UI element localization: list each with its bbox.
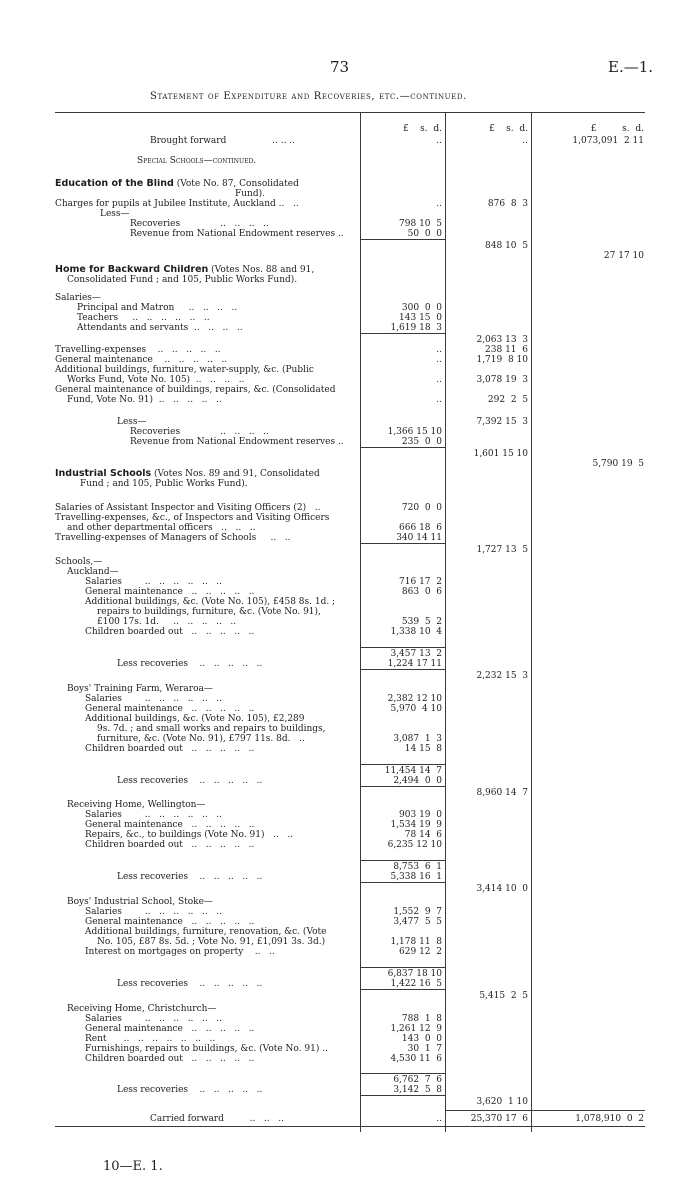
amount-c1: .. xyxy=(436,199,442,209)
amount-c1: 340 14 11 xyxy=(396,533,442,543)
amount-c1: 300 0 0 xyxy=(401,303,442,313)
amount-c1: .. xyxy=(436,345,442,355)
amount-c2: 848 10 5 xyxy=(485,241,528,251)
amount-c1: .. xyxy=(436,136,442,146)
amount-c3: 5,790 19 5 xyxy=(592,459,644,469)
section-heading: Home for Backward Children xyxy=(55,265,209,275)
currency-header-1: £ s. d. xyxy=(403,124,442,134)
row-label-56: Receiving Home, Wellington— xyxy=(67,800,206,810)
amount-c1: 1,619 18 3 xyxy=(390,323,442,333)
amount-c1: 14 15 8 xyxy=(404,744,442,754)
section-heading: Industrial Schools xyxy=(55,469,152,479)
row-label-0: Brought forward .. .. .. xyxy=(150,136,296,146)
row-label-36: Auckland— xyxy=(67,567,119,577)
currency-header-2: £ s. d. xyxy=(489,124,528,134)
amount-c1: 666 18 6 xyxy=(399,523,442,533)
subtotal-rule xyxy=(360,764,446,765)
row-label-64: Boys' Industrial School, Stoke— xyxy=(67,897,213,907)
row-label-14: Teachers .. .. .. .. .. .. xyxy=(77,313,210,323)
row-label-77: Furnishings, repairs to buildings, &c. (Vote No. 91) .. xyxy=(85,1044,328,1054)
amount-c3: 1,073,091 2 11 xyxy=(572,136,644,146)
row-label-32: and other departmental officers .. .. .. xyxy=(67,523,256,533)
amount-c1: .. xyxy=(436,355,442,365)
row-label-46: Boys' Training Farm, Weraroa— xyxy=(67,684,213,694)
amount-c1: 143 0 0 xyxy=(401,1034,442,1044)
amount-c1: 903 19 0 xyxy=(399,810,442,820)
column-rule-2 xyxy=(445,112,446,1132)
row-label-73: Receiving Home, Christchurch— xyxy=(67,1004,217,1014)
amount-c2: 2,063 13 3 xyxy=(476,335,528,345)
currency-header-3: £ s. d. xyxy=(590,124,644,134)
row-label-66: General maintenance .. .. .. .. .. xyxy=(85,917,255,927)
amount-c1: .. xyxy=(436,375,442,385)
section-heading: Education of the Blind xyxy=(55,179,174,189)
column-rule-1 xyxy=(360,112,361,1132)
row-label-65: Salaries .. .. .. .. .. .. xyxy=(85,907,223,917)
row-label-69: Interest on mortgages on property .. .. xyxy=(85,947,275,957)
amount-c1: 143 15 0 xyxy=(399,313,442,323)
amount-c2: 1,727 13 5 xyxy=(476,545,528,555)
subtotal-rule xyxy=(360,333,446,334)
row-label-39: Additional buildings, &c. (Vote No. 105), £458 8s. 1d. ; xyxy=(85,597,336,607)
row-label-18: General maintenance .. .. .. .. .. xyxy=(55,355,228,365)
amount-c1: 235 0 0 xyxy=(401,437,442,447)
amount-c1: 3,087 1 3 xyxy=(393,734,442,744)
row-label-23: Less— xyxy=(117,417,147,427)
footer-signature: 10—E. 1. xyxy=(103,1159,163,1174)
row-label-44: Less recoveries .. .. .. .. .. xyxy=(117,659,263,669)
amount-c1: 3,477 5 5 xyxy=(393,917,442,927)
row-label-29: Fund ; and 105, Public Works Fund). xyxy=(80,479,248,489)
subtotal-rule xyxy=(360,669,446,670)
amount-c1: 8,753 6 1 xyxy=(393,862,442,872)
amount-c1: 78 14 6 xyxy=(404,830,442,840)
row-label-67: Additional buildings, furniture, renovation, &c. (Vote xyxy=(85,927,327,937)
row-label-4: Charges for pupils at Jubilee Institute, Auckland .. .. xyxy=(55,199,299,209)
amount-c1: 1,261 12 9 xyxy=(390,1024,442,1034)
amount-c1: 11,454 14 7 xyxy=(384,766,442,776)
row-label-38: General maintenance .. .. .. .. .. xyxy=(85,587,255,597)
amount-c1: 2,494 0 0 xyxy=(393,776,442,786)
amount-c2: 3,414 10 0 xyxy=(476,884,528,894)
row-label-3: Fund). xyxy=(235,189,265,199)
amount-c1: 2,382 12 10 xyxy=(387,694,442,704)
row-label-54: Less recoveries .. .. .. .. .. xyxy=(117,776,263,786)
row-label-21: General maintenance of buildings, repairs, &c. (Consolidated xyxy=(55,385,336,395)
amount-c1: .. xyxy=(436,1114,442,1124)
amount-c1: 716 17 2 xyxy=(399,577,442,587)
section-heading-vote: (Votes Nos. 88 and 91, xyxy=(208,265,315,275)
carried-forward-rule xyxy=(445,1110,645,1111)
amount-c1: 5,338 16 1 xyxy=(390,872,442,882)
amount-c1: 1,338 10 4 xyxy=(390,627,442,637)
section-heading-vote: (Votes Nos. 89 and 91, Consolidated xyxy=(151,469,320,479)
row-label-10 xyxy=(55,265,314,275)
row-label-20: Works Fund, Vote No. 105) .. .. .. .. xyxy=(67,375,245,385)
amount-c2: 5,415 2 5 xyxy=(479,991,528,1001)
amount-c3: 1,078,910 0 2 xyxy=(575,1114,644,1124)
row-label-17: Travelling-expenses .. .. .. .. .. xyxy=(55,345,221,355)
subtotal-rule xyxy=(360,989,446,990)
amount-c1: 1,534 19 9 xyxy=(390,820,442,830)
row-label-74: Salaries .. .. .. .. .. .. xyxy=(85,1014,223,1024)
subtotal-rule xyxy=(360,1073,446,1074)
row-label-80: Less recoveries .. .. .. .. .. xyxy=(117,1085,263,1095)
subtotal-rule xyxy=(360,882,446,883)
amount-c1: 30 1 7 xyxy=(407,1044,442,1054)
row-label-2 xyxy=(55,179,299,189)
subtotal-rule xyxy=(360,860,446,861)
row-label-57: Salaries .. .. .. .. .. .. xyxy=(85,810,223,820)
subtotal-rule xyxy=(360,1095,446,1096)
amount-c1: 1,366 15 10 xyxy=(387,427,442,437)
amount-c1: 6,837 18 10 xyxy=(387,969,442,979)
row-label-41: £100 17s. 1d. .. .. .. .. .. xyxy=(97,617,237,627)
amount-c1: 539 5 2 xyxy=(401,617,442,627)
header-rule xyxy=(55,112,645,113)
amount-c1: 6,762 7 6 xyxy=(393,1075,442,1085)
row-label-75: General maintenance .. .. .. .. .. xyxy=(85,1024,255,1034)
row-label-82: Carried forward .. .. .. xyxy=(150,1114,284,1124)
subtotal-rule xyxy=(360,447,446,448)
row-label-1: Special Schools—continued. xyxy=(137,156,257,166)
row-label-71: Less recoveries .. .. .. .. .. xyxy=(117,979,263,989)
section-heading-vote: (Vote No. 87, Consolidated xyxy=(173,179,299,189)
row-label-6: Recoveries .. .. .. .. xyxy=(130,219,269,229)
row-label-33: Travelling-expenses of Managers of Schools .. .. xyxy=(55,533,291,543)
row-label-30: Salaries of Assistant Inspector and Visiting Officers (2) .. xyxy=(55,503,321,513)
row-label-51: furniture, &c. (Vote No. 91), £797 11s. 8d. .. xyxy=(97,734,305,744)
row-label-47: Salaries .. .. .. .. .. .. xyxy=(85,694,223,704)
page-title: Statement of Expenditure and Recoveries, etc.—continued. xyxy=(150,91,467,102)
amount-c2: .. xyxy=(522,136,528,146)
row-label-58: General maintenance .. .. .. .. .. xyxy=(85,820,255,830)
amount-c2: 25,370 17 6 xyxy=(470,1114,528,1124)
amount-c1: 1,224 17 11 xyxy=(387,659,442,669)
amount-c1: 50 0 0 xyxy=(407,229,442,239)
page-number: 73 xyxy=(330,58,350,76)
amount-c1: 863 0 6 xyxy=(401,587,442,597)
amount-c2: 876 8 3 xyxy=(487,199,528,209)
carried-forward-rule-bottom xyxy=(55,1126,645,1127)
amount-c2: 2,232 15 3 xyxy=(476,671,528,681)
row-label-15: Attendants and servants .. .. .. .. xyxy=(77,323,243,333)
document-reference: E.—1. xyxy=(608,58,654,76)
row-label-35: Schools,— xyxy=(55,557,103,567)
row-label-49: Additional buildings, &c. (Vote No. 105), £2,289 xyxy=(85,714,305,724)
amount-c2: 1,719 8 10 xyxy=(476,355,528,365)
row-label-50: 9s. 7d. ; and small works and repairs to buildings, xyxy=(97,724,326,734)
row-label-31: Travelling-expenses, &c., of Inspectors and Visiting Officers xyxy=(55,513,330,523)
row-label-28 xyxy=(55,469,320,479)
subtotal-rule xyxy=(360,543,446,544)
row-label-62: Less recoveries .. .. .. .. .. xyxy=(117,872,263,882)
amount-c1: .. xyxy=(436,395,442,405)
row-label-40: repairs to buildings, furniture, &c. (Vote No. 91), xyxy=(97,607,321,617)
row-label-11: Consolidated Fund ; and 105, Public Works Fund). xyxy=(67,275,298,285)
amount-c3: 27 17 10 xyxy=(603,251,644,261)
subtotal-rule xyxy=(360,647,446,648)
amount-c2: 3,078 19 3 xyxy=(476,375,528,385)
row-label-13: Principal and Matron .. .. .. .. xyxy=(77,303,238,313)
row-label-42: Children boarded out .. .. .. .. .. xyxy=(85,627,255,637)
row-label-48: General maintenance .. .. .. .. .. xyxy=(85,704,255,714)
row-label-60: Children boarded out .. .. .. .. .. xyxy=(85,840,255,850)
row-label-37: Salaries .. .. .. .. .. .. xyxy=(85,577,223,587)
amount-c2: 3,620 1 10 xyxy=(476,1097,528,1107)
row-label-78: Children boarded out .. .. .. .. .. xyxy=(85,1054,255,1064)
amount-c1: 629 12 2 xyxy=(399,947,442,957)
row-label-25: Revenue from National Endowment reserves .. xyxy=(130,437,344,447)
amount-c1: 788 1 8 xyxy=(401,1014,442,1024)
amount-c1: 1,178 11 8 xyxy=(390,937,442,947)
row-label-59: Repairs, &c., to buildings (Vote No. 91) .. .. xyxy=(85,830,294,840)
row-label-12: Salaries— xyxy=(55,293,101,303)
row-label-24: Recoveries .. .. .. .. xyxy=(130,427,269,437)
subtotal-rule xyxy=(360,967,446,968)
amount-c2: 7,392 15 3 xyxy=(476,417,528,427)
amount-c2: 292 2 5 xyxy=(487,395,528,405)
row-label-52: Children boarded out .. .. .. .. .. xyxy=(85,744,255,754)
amount-c1: 5,970 4 10 xyxy=(390,704,442,714)
amount-c1: 6,235 12 10 xyxy=(387,840,442,850)
row-label-76: Rent .. .. .. .. .. .. .. xyxy=(85,1034,216,1044)
amount-c1: 4,530 11 6 xyxy=(390,1054,442,1064)
amount-c2: 1,601 15 10 xyxy=(473,449,528,459)
column-rule-3 xyxy=(531,112,532,1132)
row-label-19: Additional buildings, furniture, water-supply, &c. (Public xyxy=(55,365,314,375)
amount-c1: 1,552 9 7 xyxy=(393,907,442,917)
amount-c1: 3,142 5 8 xyxy=(393,1085,442,1095)
subtotal-rule xyxy=(360,239,446,240)
amount-c1: 3,457 13 2 xyxy=(390,649,442,659)
row-label-7: Revenue from National Endowment reserves .. xyxy=(130,229,344,239)
amount-c1: 1,422 16 5 xyxy=(390,979,442,989)
row-label-68: No. 105, £87 8s. 5d. ; Vote No. 91, £1,091 3s. 3d.) xyxy=(97,937,326,947)
amount-c1: 720 0 0 xyxy=(401,503,442,513)
row-label-5: Less— xyxy=(100,209,130,219)
amount-c1: 798 10 5 xyxy=(399,219,442,229)
amount-c2: 8,960 14 7 xyxy=(476,788,528,798)
amount-c2: 238 11 6 xyxy=(485,345,528,355)
subtotal-rule xyxy=(360,786,446,787)
row-label-22: Fund, Vote No. 91) .. .. .. .. .. xyxy=(67,395,222,405)
